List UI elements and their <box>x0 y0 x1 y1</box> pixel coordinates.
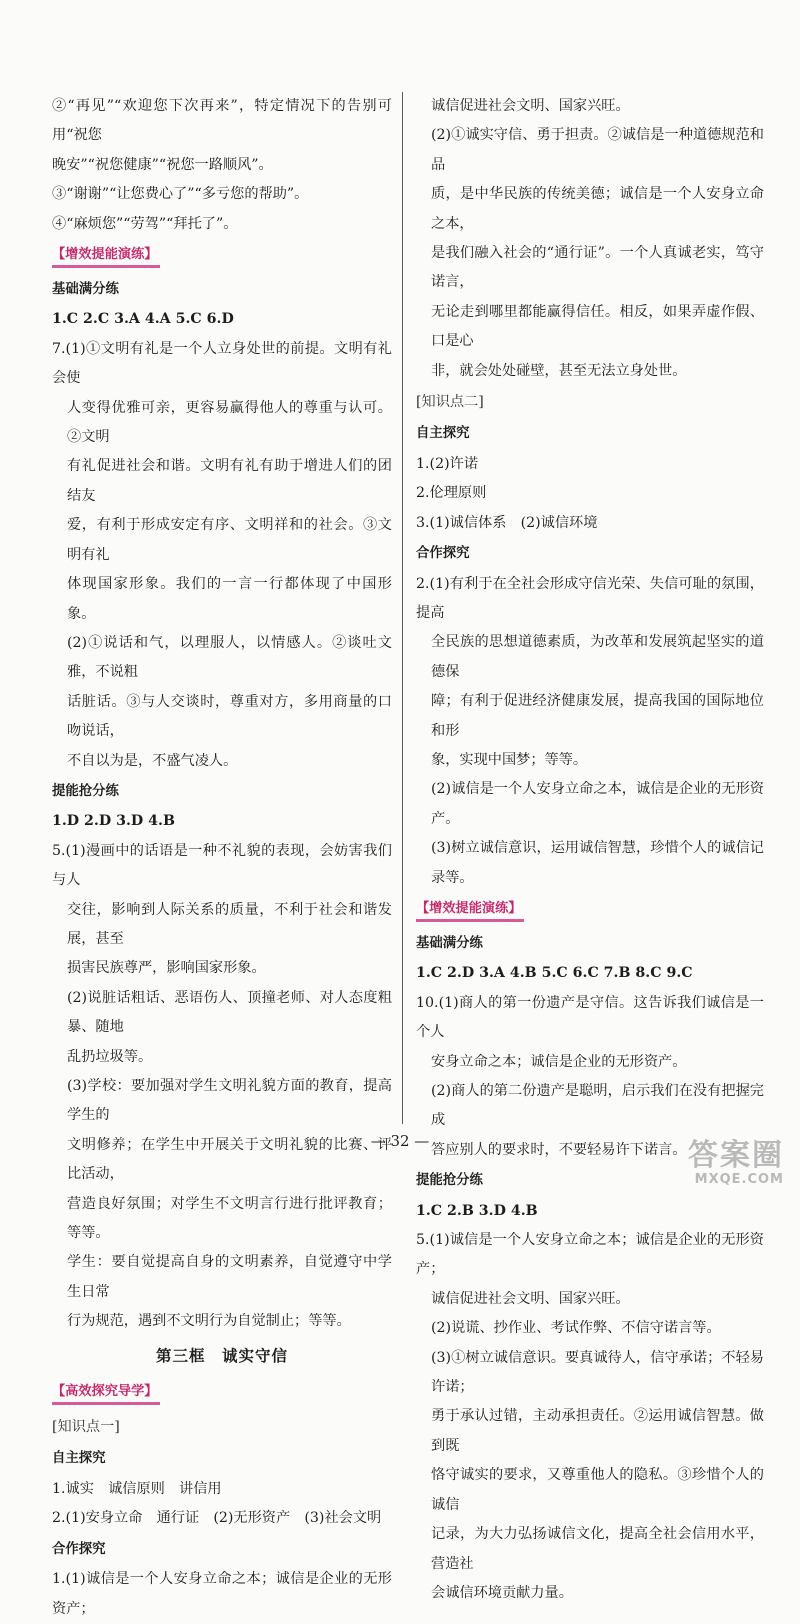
text-line: (2)诚信是一个人安身立命之本，诚信是企业的无形资产。 <box>431 781 764 827</box>
section-banner: 【增效提能演练】 <box>416 899 524 922</box>
text-line: 行为规范，遇到不文明行为自觉制止；等等。 <box>67 1313 351 1330</box>
answer-line: 1.C 2.D 3.A 4.B 5.C 6.C 7.B 8.C 9.C <box>416 965 693 982</box>
text-line: 1.(1)诚信是一个人安身立命之本；诚信是企业的无形资产； <box>52 1571 392 1617</box>
text-line: 2.(1)有利于在全社会形成守信光荣、失信可耻的氛围，提高 <box>416 575 764 621</box>
text-line: 3.(1)诚信体系 (2)诚信环境 <box>416 514 598 531</box>
text-line: 损害民族尊严，影响国家形象。 <box>67 960 266 977</box>
subheading: 自主探究 <box>52 1451 106 1467</box>
right-column <box>416 92 764 1608</box>
text-line: 人变得优雅可亲，更容易赢得他人的尊重与认可。②文明 <box>67 399 392 446</box>
column-divider <box>402 92 403 1124</box>
text-line: 1.(2)许诺 <box>416 455 479 472</box>
text-line: 答应别人的要求时，不要轻易许下诺言。 <box>431 1141 687 1158</box>
text-line: 非，就会处处碰壁，甚至无法立身处世。 <box>431 362 687 379</box>
text-line: 乱扔垃圾等。 <box>67 1048 153 1065</box>
text-line: ②“再见”“欢迎您下次再来”，特定情况下的告别可用“祝您 <box>52 98 392 144</box>
watermark-logo: 答案圈 <box>688 1138 784 1173</box>
answer-line: 1.C 2.C 3.A 4.A 5.C 6.D <box>52 311 234 328</box>
text-line: 是我们融入社会的“通行证”。一个人真诚老实，笃守诺言， <box>431 245 764 291</box>
text-line: 5.(1)漫画中的话语是一种不礼貌的表现，会妨害我们与人 <box>52 842 392 889</box>
subheading: 合作探究 <box>416 546 470 562</box>
text-line: 勇于承认过错，主动承担责任。②运用诚信智慧。做到既 <box>431 1408 764 1454</box>
page-number: — 32 — <box>370 1132 430 1150</box>
answer-line: 1.D 2.D 3.D 4.B <box>52 813 175 830</box>
subheading: 合作探究 <box>52 1541 106 1557</box>
text-line: 爱，有利于形成安定有序、文明祥和的社会。③文明有礼 <box>67 517 392 563</box>
text-line: (2)说脏话粗话、恶语伤人、顶撞老师、对人态度粗暴、随地 <box>67 989 392 1036</box>
text-line: 2.伦理原则 <box>416 485 487 502</box>
subheading: 自主探究 <box>416 426 470 442</box>
text-line: 5.(1)诚信是一个人安身立命之本；诚信是企业的无形资产； <box>416 1232 764 1278</box>
answer-line: 1.C 2.B 3.D 4.B <box>416 1202 538 1219</box>
text-line: (2)说谎、抄作业、考试作弊、不信守诺言等。 <box>431 1320 721 1337</box>
text-line: 障；有利于促进经济健康发展，提高我国的国际地位和形 <box>431 693 764 739</box>
text-line: 象，实现中国梦；等等。 <box>431 751 588 768</box>
text-line: 诚信促进社会文明、国家兴旺。 <box>431 98 630 114</box>
text-line: 营造良好氛围；对学生不文明言行进行批评教育；等等。 <box>67 1195 392 1242</box>
subheading: 基础满分练 <box>416 935 483 951</box>
text-line: 不自以为是，不盛气凌人。 <box>67 752 238 769</box>
text-line: (2)①说话和气，以理服人，以情感人。②谈吐文雅，不说粗 <box>67 634 392 681</box>
text-line: 恪守诚实的要求，又尊重他人的隐私。③珍惜个人的诚信 <box>431 1467 764 1513</box>
subheading: 基础满分练 <box>52 282 119 298</box>
section-banner: 【高效探究导学】 <box>52 1382 160 1405</box>
text-line: 晚安”“祝您健康”“祝您一路顺风”。 <box>52 156 273 173</box>
knowledge-point-label: [知识点一] <box>52 1419 120 1436</box>
text-line: 文明修养；在学生中开展关于文明礼貌的比赛、评比活动， <box>67 1136 392 1183</box>
watermark-text: MXQE.COM <box>694 1172 784 1187</box>
text-line: 会诚信环境贡献力量。 <box>431 1584 573 1601</box>
text-line: 2.(1)安身立命 通行证 (2)无形资产 (3)社会文明 <box>52 1510 382 1527</box>
text-line: 7.(1)①文明有礼是一个人立身处世的前提。文明有礼会使 <box>52 340 392 387</box>
text-line: 有礼促进社会和谐。文明有礼有助于增进人们的团结友 <box>67 458 392 504</box>
text-line: 话脏话。③与人交谈时，尊重对方，多用商量的口吻说话， <box>67 693 392 740</box>
section-banner: 【增效提能演练】 <box>52 245 160 268</box>
text-line: (3)①树立诚信意识。要真诚待人，信守承诺；不轻易许诺； <box>431 1349 764 1396</box>
text-line: (3)树立诚信意识，运用诚信智慧，珍惜个人的诚信记录等。 <box>431 840 764 886</box>
text-line: 体现国家形象。我们的一言一行都体现了中国形象。 <box>67 576 392 622</box>
text-line: ③“谢谢”“让您费心了”“多亏您的帮助”。 <box>52 186 309 203</box>
text-line: 安身立命之本；诚信是企业的无形资产。 <box>431 1053 687 1070</box>
text-line: 质，是中华民族的传统美德；诚信是一个人安身立命之本， <box>431 186 764 232</box>
text-line: (2)商人的第二份遗产是聪明，启示我们在没有把握完成 <box>431 1083 764 1129</box>
text-line: 10.(1)商人的第一份遗产是守信。这告诉我们诚信是一个人 <box>416 994 764 1041</box>
text-line: 学生：要自觉提高自身的文明素养，自觉遵守中学生日常 <box>67 1254 392 1300</box>
text-line: 诚信促进社会文明、国家兴旺。 <box>431 1290 630 1307</box>
text-line: ④“麻烦您”“劳驾”“拜托了”。 <box>52 215 238 232</box>
text-line: (3)学校：要加强对学生文明礼貌方面的教育，提高学生的 <box>67 1078 392 1124</box>
knowledge-point-label: [知识点二] <box>416 394 484 411</box>
text-line: (2)①诚实守信、勇于担责。②诚信是一种道德规范和品 <box>431 127 764 173</box>
section-title: 第三框 诚实守信 <box>155 1345 288 1365</box>
subheading: 提能抢分练 <box>416 1173 483 1189</box>
subheading: 提能抢分练 <box>52 783 119 799</box>
text-line: 无论走到哪里都能赢得信任。相反，如果弄虚作假、口是心 <box>431 303 764 350</box>
text-line: 交往，影响到人际关系的质量，不利于社会和谐发展，甚至 <box>67 901 392 947</box>
watermark <box>634 1140 784 1196</box>
text-line: 全民族的思想道德素质，为改革和发展筑起坚实的道德保 <box>431 634 764 680</box>
text-line: 记录，为大力弘扬诚信文化，提高全社会信用水平，营造社 <box>431 1526 764 1572</box>
text-line: 1.诚实 诚信原则 讲信用 <box>52 1480 222 1497</box>
left-column <box>52 92 392 1624</box>
